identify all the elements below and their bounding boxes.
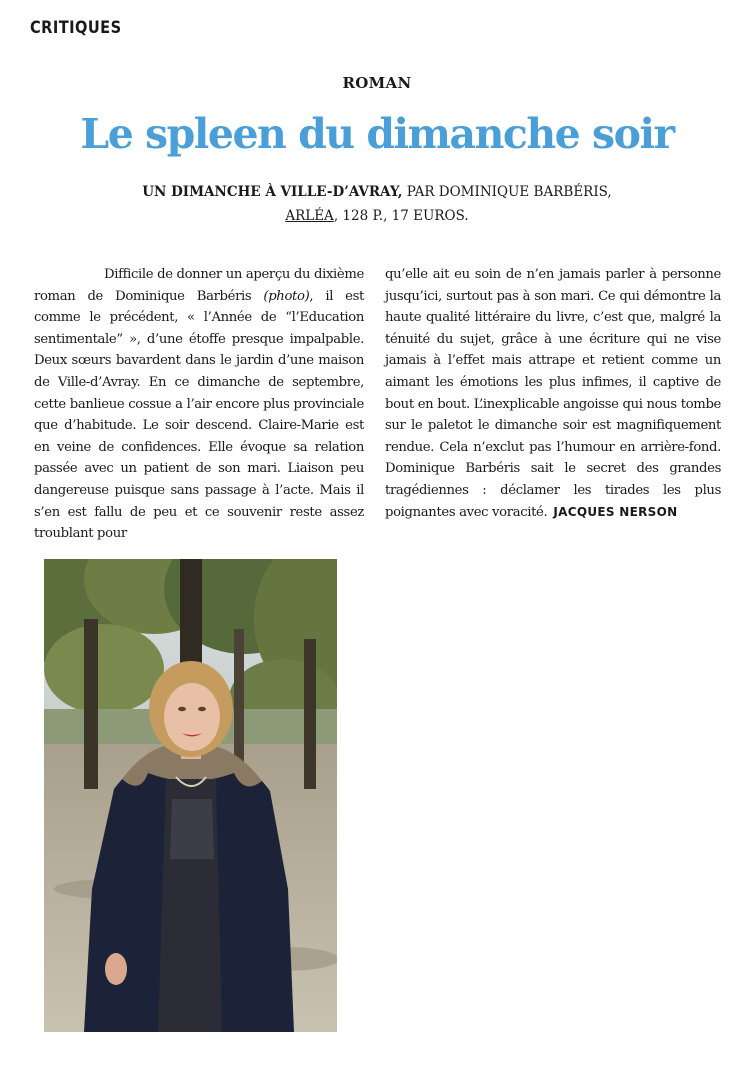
byline: [0, 180, 754, 228]
author: PAR DOMINIQUE BARBÉRIS,: [402, 184, 612, 200]
section-label: CRITIQUES: [30, 18, 122, 38]
body-text-right: qu’elle ait eu soin de n’en jamais parler à personne jusqu’ici, surtout pas à son mari. Ce qui démontre la haute qualité littéraire du livre, c’est que, malgré la ténuité du sujet, grâce à une écriture qui ne vise jamais à l’effet mais attrape et retient comme un aimant les émotions les plus infimes, il captive de bout en bout. L’inexplicable angoisse qui nous tombe sur le paletot le dimanche soir est magnifiquement rendue. Cela n’exclut pas l’humour en arrière-fond. Dominique Barbéris sait le secret des grandes tragédiennes : déclamer les tirades les plus poignantes avec voracité.: [385, 267, 721, 520]
author-photo-illustration: [44, 559, 337, 1032]
body-text-left-b: , il est comme le précédent, « l’Année de “l’Education sentimentale” », d’une étoffe presque impalpable. Deux sœurs bavardent dans le jardin d’une maison de Ville-d’Avray. En ce dimanche de septembre, cette banlieue cossue a l’air encore plus provinciale que d’habitude. Le soir descend. Claire-Marie est en veine de confidences. Elle évoque sa relation passée avec un patient de son mari. Liaison peu dangereuse puisque sans passage à l’acte. Mais il s’en est fallu de peu et ce souvenir reste assez troublant pour: [34, 288, 364, 542]
author-photo: [44, 559, 337, 1032]
kicker: ROMAN: [342, 74, 412, 92]
publisher: ARLÉA: [285, 208, 334, 224]
article-paragraph-left: [34, 264, 364, 545]
photo-reference: (photo): [263, 288, 310, 304]
article-column-left: [34, 264, 364, 545]
headline: Le spleen du dimanche soir: [80, 110, 674, 158]
article-paragraph-right: [385, 264, 721, 523]
book-details: , 128 P., 17 EUROS.: [333, 208, 469, 224]
article-column-right: [385, 264, 721, 523]
signature: JACQUES NERSON: [553, 504, 678, 519]
book-title: UN DIMANCHE À VILLE-D’AVRAY,: [142, 184, 403, 200]
body-text-left-a: Difficile de donner un aperçu du dixième roman de Dominique Barbéris: [34, 267, 364, 304]
